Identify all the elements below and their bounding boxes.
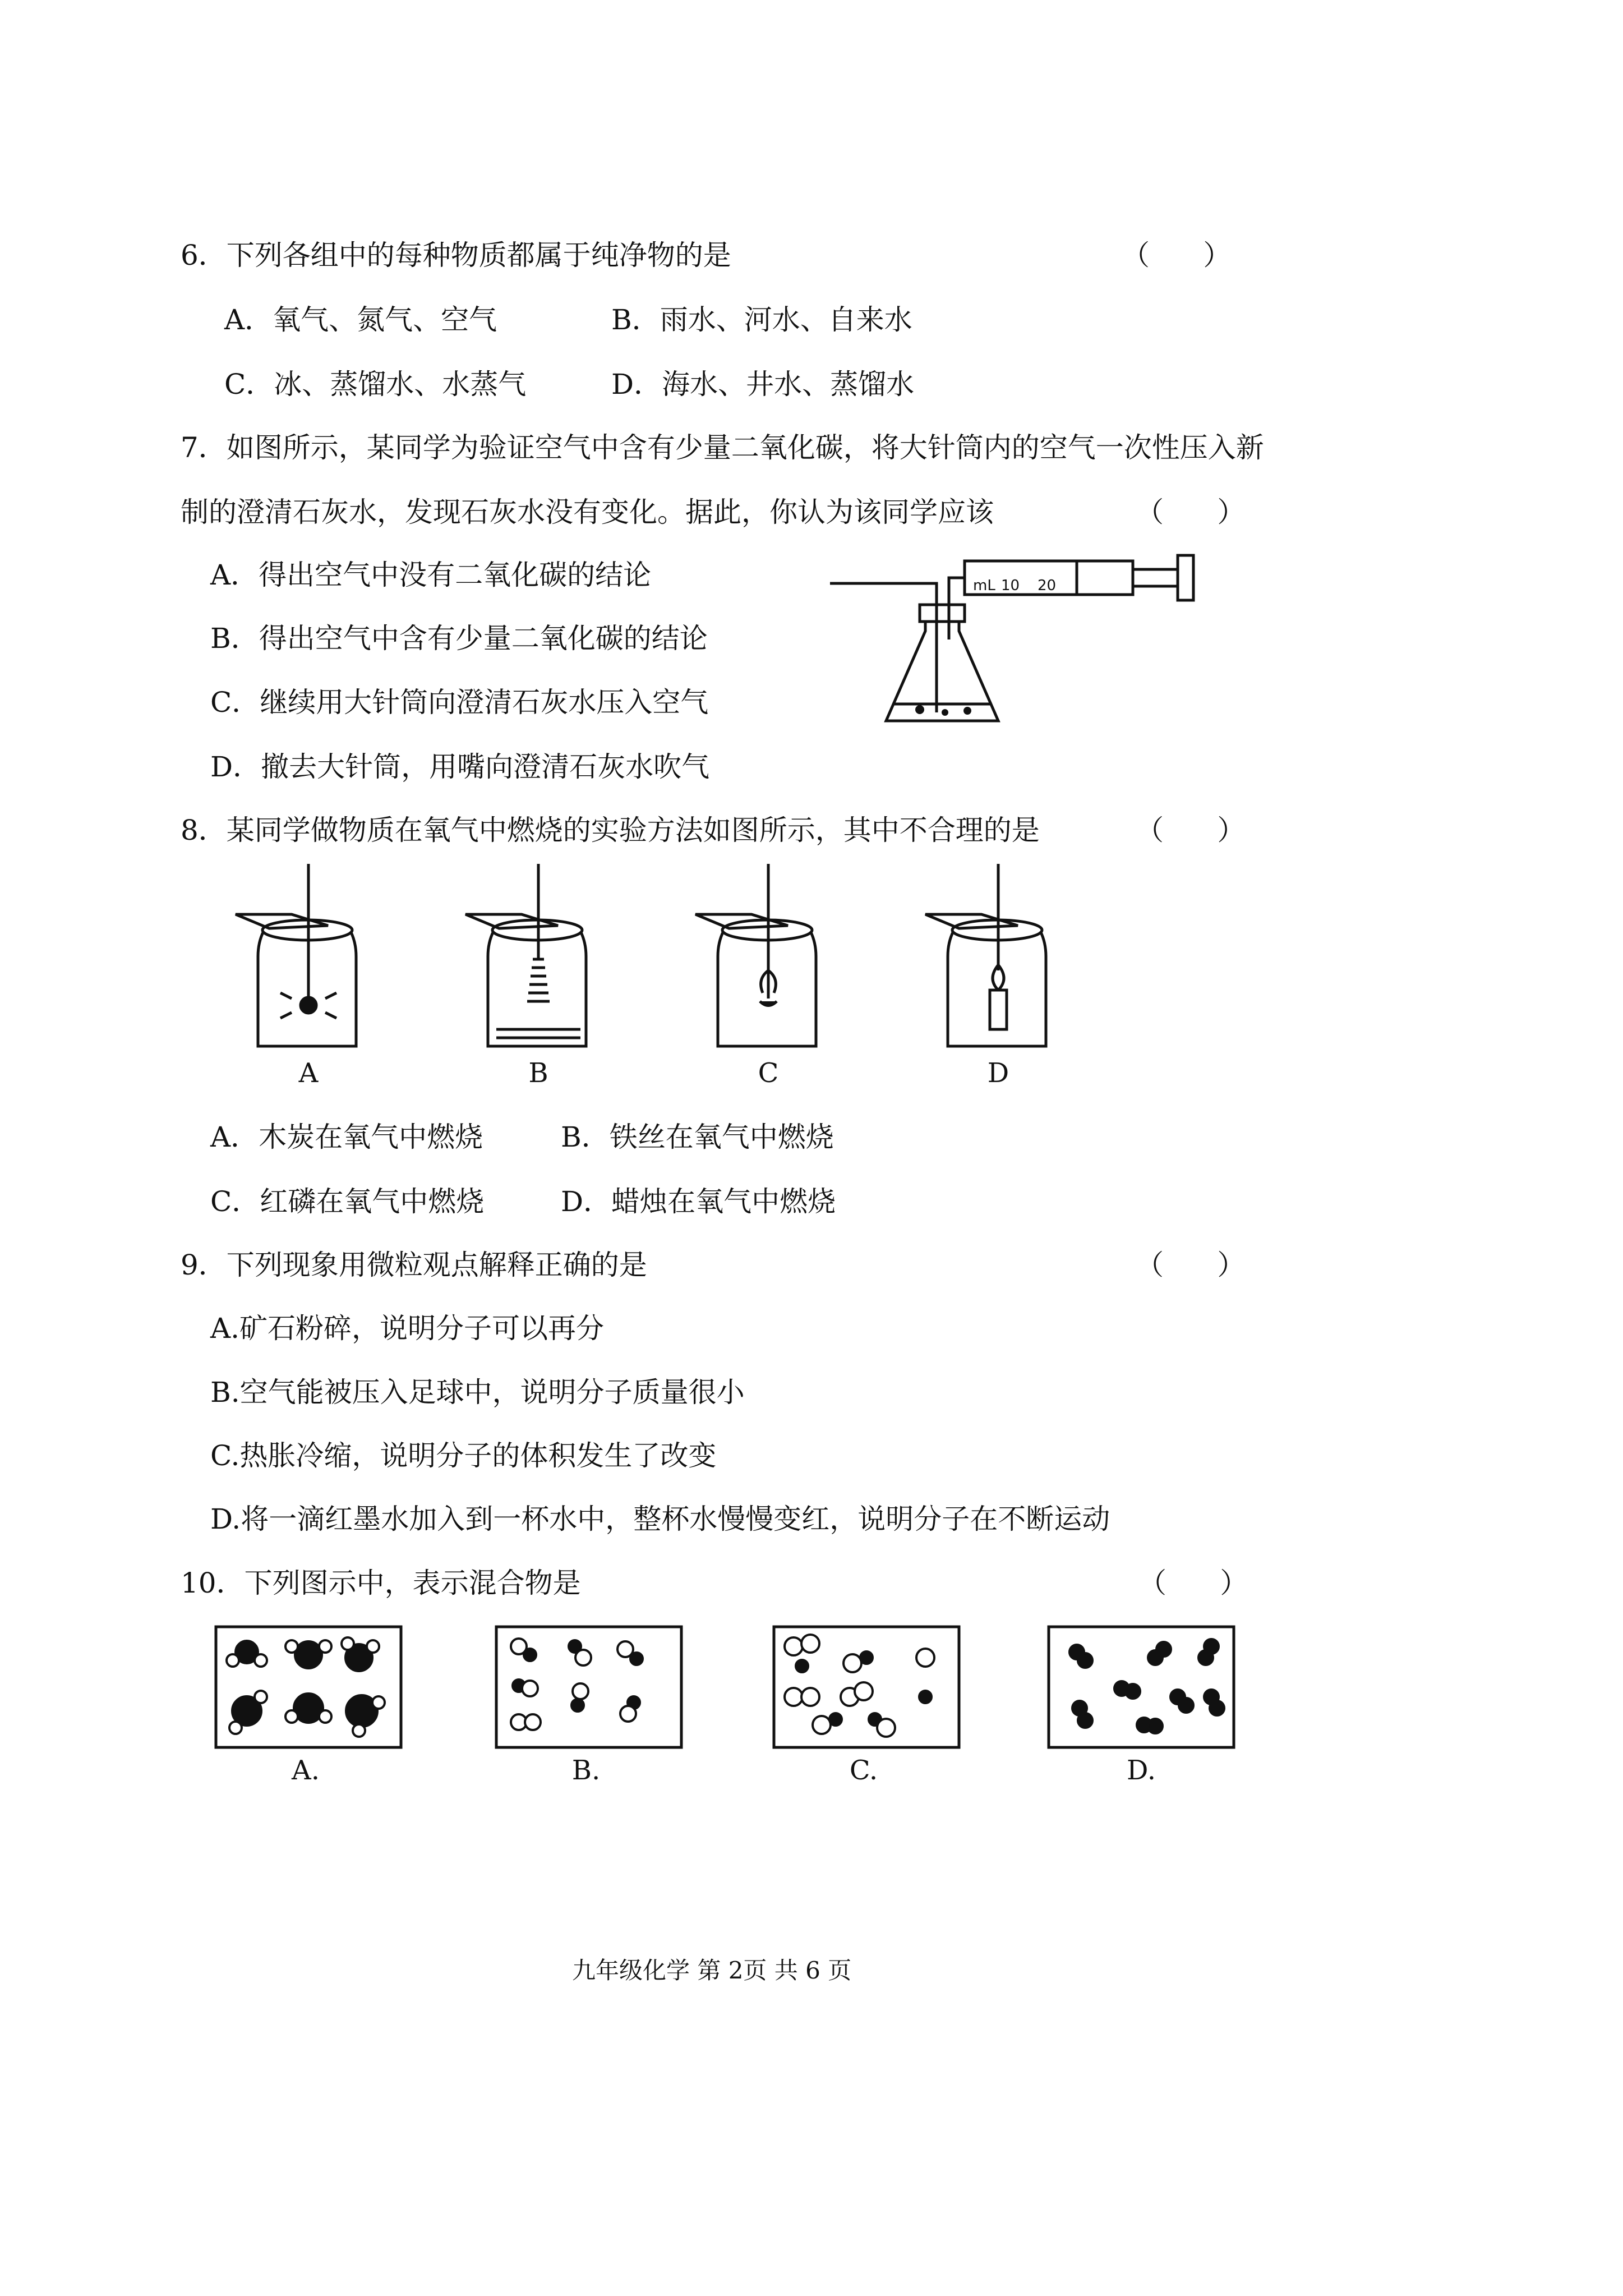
q6-option-a: A．氧气、氮气、空气 xyxy=(224,303,497,336)
q7-stem-line2: 制的澄清石灰水，发现石灰水没有变化。据此，你认为该同学应该 xyxy=(181,496,994,528)
page-footer: 九年级化学 第 2页 共 6 页 xyxy=(572,1957,852,1984)
jar-d xyxy=(925,864,1046,1046)
jar-c xyxy=(695,864,816,1046)
q10-answer-paren: （ ） xyxy=(1138,1567,1248,1599)
q7-option-c: C．继续用大针筒向澄清石灰水压入空气 xyxy=(210,686,709,719)
q7-option-a: A．得出空气中没有二氧化碳的结论 xyxy=(210,559,652,591)
q10-label-a: A. xyxy=(292,1755,320,1786)
q8-stem: 8．某同学做物质在氧气中燃烧的实验方法如图所示，其中不合理的是 xyxy=(181,814,1040,846)
q8-jar-figures xyxy=(224,858,1178,1049)
q9-option-d: D.将一滴红墨水加入到一杯水中，整杯水慢慢变红，说明分子在不断运动 xyxy=(210,1503,1110,1535)
syringe-scale-20: 20 xyxy=(1038,577,1057,594)
q10-particle-figures xyxy=(213,1624,1234,1770)
side-tube xyxy=(830,583,937,605)
q8-label-c: C xyxy=(758,1057,779,1089)
jar-b xyxy=(465,864,586,1046)
q9-option-c: C.热胀冷缩，说明分子的体积发生了改变 xyxy=(210,1439,717,1472)
syringe-scale-ml: mL xyxy=(973,577,995,594)
q9-option-b: B.空气能被压入足球中，说明分子质量很小 xyxy=(210,1376,745,1409)
q10-label-d: D. xyxy=(1126,1755,1156,1786)
q8-label-b: B xyxy=(528,1057,548,1089)
syringe-scale-10: 10 xyxy=(1001,577,1020,594)
q8-option-c: C．红磷在氧气中燃烧 xyxy=(210,1185,485,1218)
q8-answer-paren: （ ） xyxy=(1136,814,1246,846)
box-b-molecules xyxy=(511,1639,643,1730)
q8-label-d: D xyxy=(987,1057,1009,1089)
q10-label-c: C. xyxy=(849,1755,878,1786)
q8-label-a: A xyxy=(298,1057,319,1089)
q6-option-b: B．雨水、河水、自来水 xyxy=(611,303,912,336)
q9-stem: 9．下列现象用微粒观点解释正确的是 xyxy=(181,1249,647,1281)
q7-apparatus-figure xyxy=(830,550,1234,740)
q8-option-d: D．蜡烛在氧气中燃烧 xyxy=(561,1185,836,1218)
q6-option-d: D．海水、井水、蒸馏水 xyxy=(611,368,915,401)
q7-option-b: B．得出空气中含有少量二氧化碳的结论 xyxy=(210,622,708,655)
q9-option-a: A.矿石粉碎，说明分子可以再分 xyxy=(210,1312,605,1345)
q7-option-d: D．撤去大针筒，用嘴向澄清石灰水吹气 xyxy=(210,751,710,783)
q6-stem: 6．下列各组中的每种物质都属于纯净物的是 xyxy=(181,239,731,272)
rubber-stopper xyxy=(920,605,965,622)
q7-answer-paren: （ ） xyxy=(1136,496,1246,528)
box-a-molecules xyxy=(227,1637,385,1737)
q8-option-b: B．铁丝在氧气中燃烧 xyxy=(561,1121,834,1153)
syringe-thumb-rest xyxy=(1178,555,1193,600)
jar-a xyxy=(236,864,356,1046)
q6-option-c: C．冰、蒸馏水、水蒸气 xyxy=(224,368,527,401)
box-d-molecules xyxy=(1069,1639,1224,1733)
q8-option-a: A．木炭在氧气中燃烧 xyxy=(210,1121,483,1153)
q10-label-b: B. xyxy=(571,1755,601,1786)
q6-answer-paren: （ ） xyxy=(1122,239,1232,272)
bubble xyxy=(915,705,924,714)
q7-stem-line1: 7．如图所示，某同学为验证空气中含有少量二氧化碳，将大针筒内的空气一次性压入新 xyxy=(181,431,1264,464)
q10-stem: 10．下列图示中，表示混合物是 xyxy=(181,1567,581,1599)
box-c-molecules xyxy=(785,1635,934,1737)
q9-answer-paren: （ ） xyxy=(1136,1249,1246,1281)
